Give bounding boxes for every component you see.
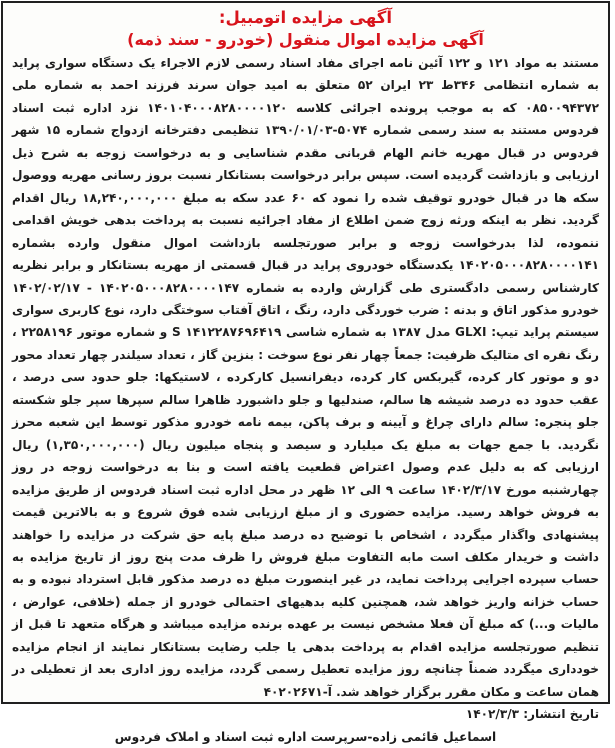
notice-title: آگهی مزایده اتومبیل:	[218, 8, 393, 27]
notice-header	[3, 3, 608, 50]
notice-signature: اسماعیل قائمی زاده-سرپرست اداره ثبت اسناد و املاک فردوس	[114, 729, 497, 744]
notice-body	[3, 50, 608, 726]
notice-frame	[1, 1, 610, 744]
publish-date: تاریخ انتشار: ۱۴۰۲/۳/۳	[465, 707, 599, 722]
notice-body-text: مستند به مواد ۱۲۱ و ۱۲۲ آئین نامه اجرای مفاد اسناد رسمی لازم الاجراء یک دستگاه سواری پراید به شماره انتظامی ۳۴۶ط ۲۳ ایران ۵۲ متعلق به امید جوان سرند فرزند احمد به شماره ملی ۰۸۵۰۰۹۴۳۷۲ که به موجب پرونده اجرائی کلاسه ۱۴۰۱۰۴۰۰۰۸۲۸۰۰۰۰۱۲۰ نزد اداره ثبت اسناد فردوس مستند به سند رسمی شماره ۵۰۷۴-۱۳۹۰/۰۱/۰۳ تنظیمی دفترخانه ازدواج شماره ۱۵ شهر فردوس در قبال مهریه خانم الهام قربانی مقدم شناسایی و به درخواست زوجه به شرح ذیل ارزیابی و بازداشت گردیده است. سپس برابر درخواست بستانکار نسبت بروز رسانی مهریه ووصول سکه ها در قبال خودرو توقیف شده را نمود که ۶۰ عدد سکه به مبلغ ۱۸,۲۴۰,۰۰۰,۰۰۰ ریال اقدام گردید. نظر به اینکه ورثه زوج ضمن اطلاع از مفاد اجرائیه نسبت به پرداخت بدهی خویش اقدامی ننموده، لذا بدرخواست زوجه و برابر صورتجلسه بازداشت اموال منقول وارده بشماره ۱۴۰۲۰۵۰۰۰۸۲۸۰۰۰۰۱۴۱ یکدستگاه خودروی پراید در قبال قسمتی از مهریه بستانکار و برابر نظریه کارشناس رسمی دادگستری طی گزارش وارده به شماره ۱۴۰۲۰۵۰۰۰۸۲۸۰۰۰۰۱۴۷ - ۱۴۰۲/۰۲/۱۷ خودرو مذکور اتاق و بدنه : ضرب خوردگی دارد، رنگ ، اتاق آفتاب سوختگی دارد، نوع کاربری سواری سیستم پراید تیپ: GLXI مدل ۱۳۸۷ به شماره شاسی S ۱۴۱۲۲۸۷۶۹۶۴۱۹ و شماره موتور ۲۲۵۸۱۹۶ ، رنگ نقره ای متالیک ظرفیت: جمعاً چهار نفر نوع سوخت : بنزین گاز ، تعداد سیلندر چهار تعداد محور دو و موتور کار کرده، گیربکس کار کرده، دیفرانسیل کارکرده ، لاستیکها: جلو حدود سی درصد ، عقب حدود ده درصد شیشه ها سالم، صندلیها و جلو داشبورد ظاهرا سالم سپرها سپر جلو شکسته جلو پنجره: سالم دارای چراغ و آیینه و برف پاکن، بیمه نامه خودرو مذکور توسط این شعبه محرز نگردید. با جمع جهات به مبلغ یک میلیارد و سیصد و پنجاه میلیون ریال (۱,۳۵۰,۰۰۰,۰۰۰) ریال ارزیابی که به دلیل عدم وصول اعتراض قطعیت یافته است و بنا به درخواست زوجه در روز چهارشنبه مورخ ۱۴۰۲/۳/۱۷ ساعت ۹ الی ۱۲ ظهر در محل اداره ثبت اسناد فردوس از طریق مزایده به فروش خواهد رسید. مزایده حضوری و از مبلغ ارزیابی شده فوق شروع و به بالاترین قیمت پیشنهادی واگذار میگردد ، اشخاص با توضیح ده درصد مبلغ پایه حق شرکت در مزایده را خواهند داشت و خریدار مکلف است مابه التفاوت مبلغ فروش را ظرف مدت پنج روز از تاریخ مزایده به حساب سپرده اجرایی پرداخت نماید، در غیر اینصورت مبلغ ده درصد مذکور قابل استرداد نبوده و به حساب خزانه واریز خواهد شد، همچنین کلیه بدهیهای احتمالی خودرو از جمله (خلافی، عوارض ، مالیات و...) که مبلغ آن فعلا مشخص نیست بر عهده برنده مزایده میباشد و هرگاه متعهد تا قبل از تنظیم صورتجلسه مزایده اقدام به پرداخت بدهی یا جلب رضایت بستانکار نمایند از انجام مزایده خودداری میگردد ضمناً چنانچه روز مزایده تعطیل رسمی گردد، مزایده روز اداری بعد از تعطیلی در همان ساعت و مکان مقرر برگزار خواهد شد. آ-۴۰۲۰۲۶۷۱	[12, 56, 600, 699]
notice-subtitle: آگهی مزایده اموال منقول (خودرو - سند ذمه)	[127, 30, 484, 49]
